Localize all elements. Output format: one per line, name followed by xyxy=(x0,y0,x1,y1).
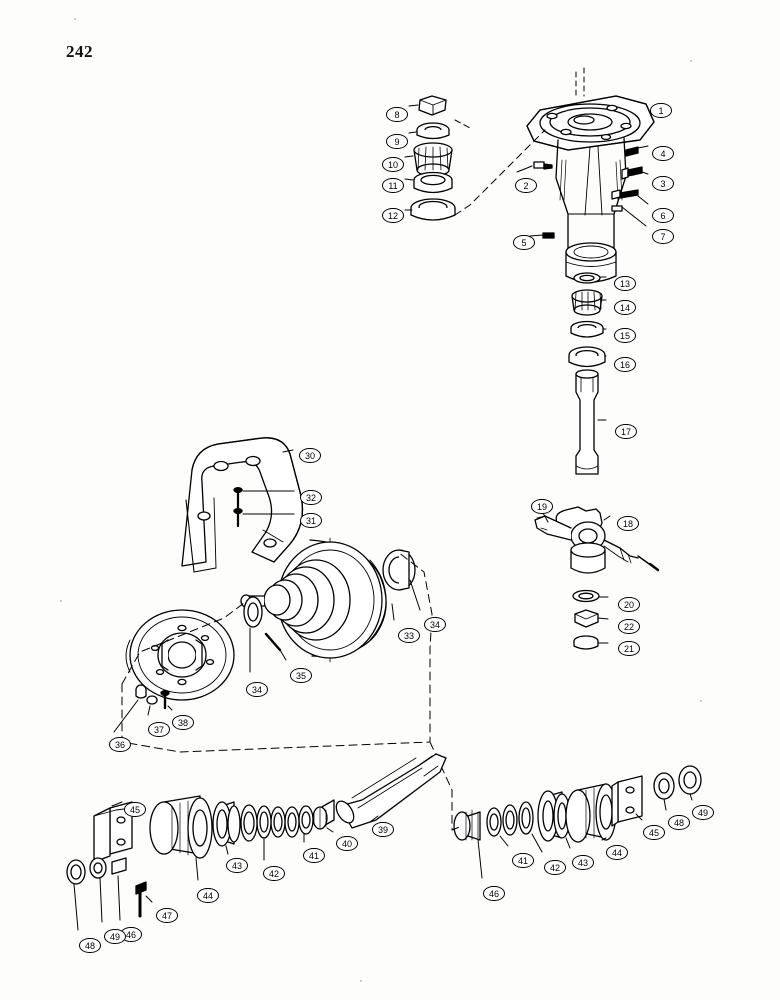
callout-34[interactable]: 34 xyxy=(424,617,446,632)
callout-8[interactable]: 8 xyxy=(386,107,408,122)
callout-5[interactable]: 5 xyxy=(513,235,535,250)
callout-22[interactable]: 22 xyxy=(618,619,640,634)
callout-21[interactable]: 21 xyxy=(618,641,640,656)
callout-45-b[interactable]: 45 xyxy=(643,825,665,840)
axle-bracket-30 xyxy=(182,438,302,572)
callout-31[interactable]: 31 xyxy=(300,513,322,528)
callout-37[interactable]: 37 xyxy=(148,722,170,737)
callout-49[interactable]: 49 xyxy=(104,929,126,944)
callout-4[interactable]: 4 xyxy=(652,146,674,161)
callout-13[interactable]: 13 xyxy=(614,276,636,291)
scan-speckle xyxy=(360,980,362,982)
callout-12[interactable]: 12 xyxy=(382,208,404,223)
scan-speckle xyxy=(74,18,76,20)
callout-38[interactable]: 38 xyxy=(172,715,194,730)
callout-33[interactable]: 33 xyxy=(398,628,420,643)
callout-2[interactable]: 2 xyxy=(515,178,537,193)
callout-30[interactable]: 30 xyxy=(299,448,321,463)
callout-41-b[interactable]: 41 xyxy=(512,853,534,868)
callout-10[interactable]: 10 xyxy=(382,157,404,172)
callout-45[interactable]: 45 xyxy=(124,802,146,817)
bearing-nut-stack xyxy=(405,96,545,220)
spindle-stack xyxy=(535,273,658,649)
callout-15[interactable]: 15 xyxy=(614,328,636,343)
callout-46-b[interactable]: 46 xyxy=(483,886,505,901)
callout-17[interactable]: 17 xyxy=(615,424,637,439)
callout-1[interactable]: 1 xyxy=(650,103,672,118)
part-2-plug xyxy=(517,162,552,172)
callout-32[interactable]: 32 xyxy=(300,490,322,505)
callout-40[interactable]: 40 xyxy=(336,836,358,851)
callout-11[interactable]: 11 xyxy=(382,178,404,193)
callout-43-b[interactable]: 43 xyxy=(572,855,594,870)
callout-41[interactable]: 41 xyxy=(303,848,325,863)
callout-47[interactable]: 47 xyxy=(156,908,178,923)
scan-speckle xyxy=(700,700,702,702)
scan-speckle xyxy=(60,600,62,602)
callout-3[interactable]: 3 xyxy=(652,176,674,191)
callout-42-b[interactable]: 42 xyxy=(544,860,566,875)
page-number: 242 xyxy=(66,42,93,61)
callout-16[interactable]: 16 xyxy=(614,357,636,372)
callout-6[interactable]: 6 xyxy=(652,208,674,223)
callout-19[interactable]: 19 xyxy=(531,499,553,514)
callout-36[interactable]: 36 xyxy=(109,737,131,752)
callout-20[interactable]: 20 xyxy=(618,597,640,612)
callout-39[interactable]: 39 xyxy=(372,822,394,837)
callout-48-b[interactable]: 48 xyxy=(668,815,690,830)
callout-48[interactable]: 48 xyxy=(79,938,101,953)
callout-7[interactable]: 7 xyxy=(652,229,674,244)
axle-shaft-left-group xyxy=(67,754,446,930)
callout-49-b[interactable]: 49 xyxy=(692,805,714,820)
callout-34-b[interactable]: 34 xyxy=(246,682,268,697)
callout-35[interactable]: 35 xyxy=(290,668,312,683)
scan-speckle xyxy=(690,60,692,62)
callout-44-b[interactable]: 44 xyxy=(606,845,628,860)
callout-43[interactable]: 43 xyxy=(226,858,248,873)
callout-46[interactable]: 46 xyxy=(120,927,142,942)
callout-9[interactable]: 9 xyxy=(386,134,408,149)
callout-42[interactable]: 42 xyxy=(263,866,285,881)
part-5-grease-fitting xyxy=(530,233,554,238)
callout-14[interactable]: 14 xyxy=(614,300,636,315)
callout-44[interactable]: 44 xyxy=(197,888,219,903)
callout-18[interactable]: 18 xyxy=(617,516,639,531)
